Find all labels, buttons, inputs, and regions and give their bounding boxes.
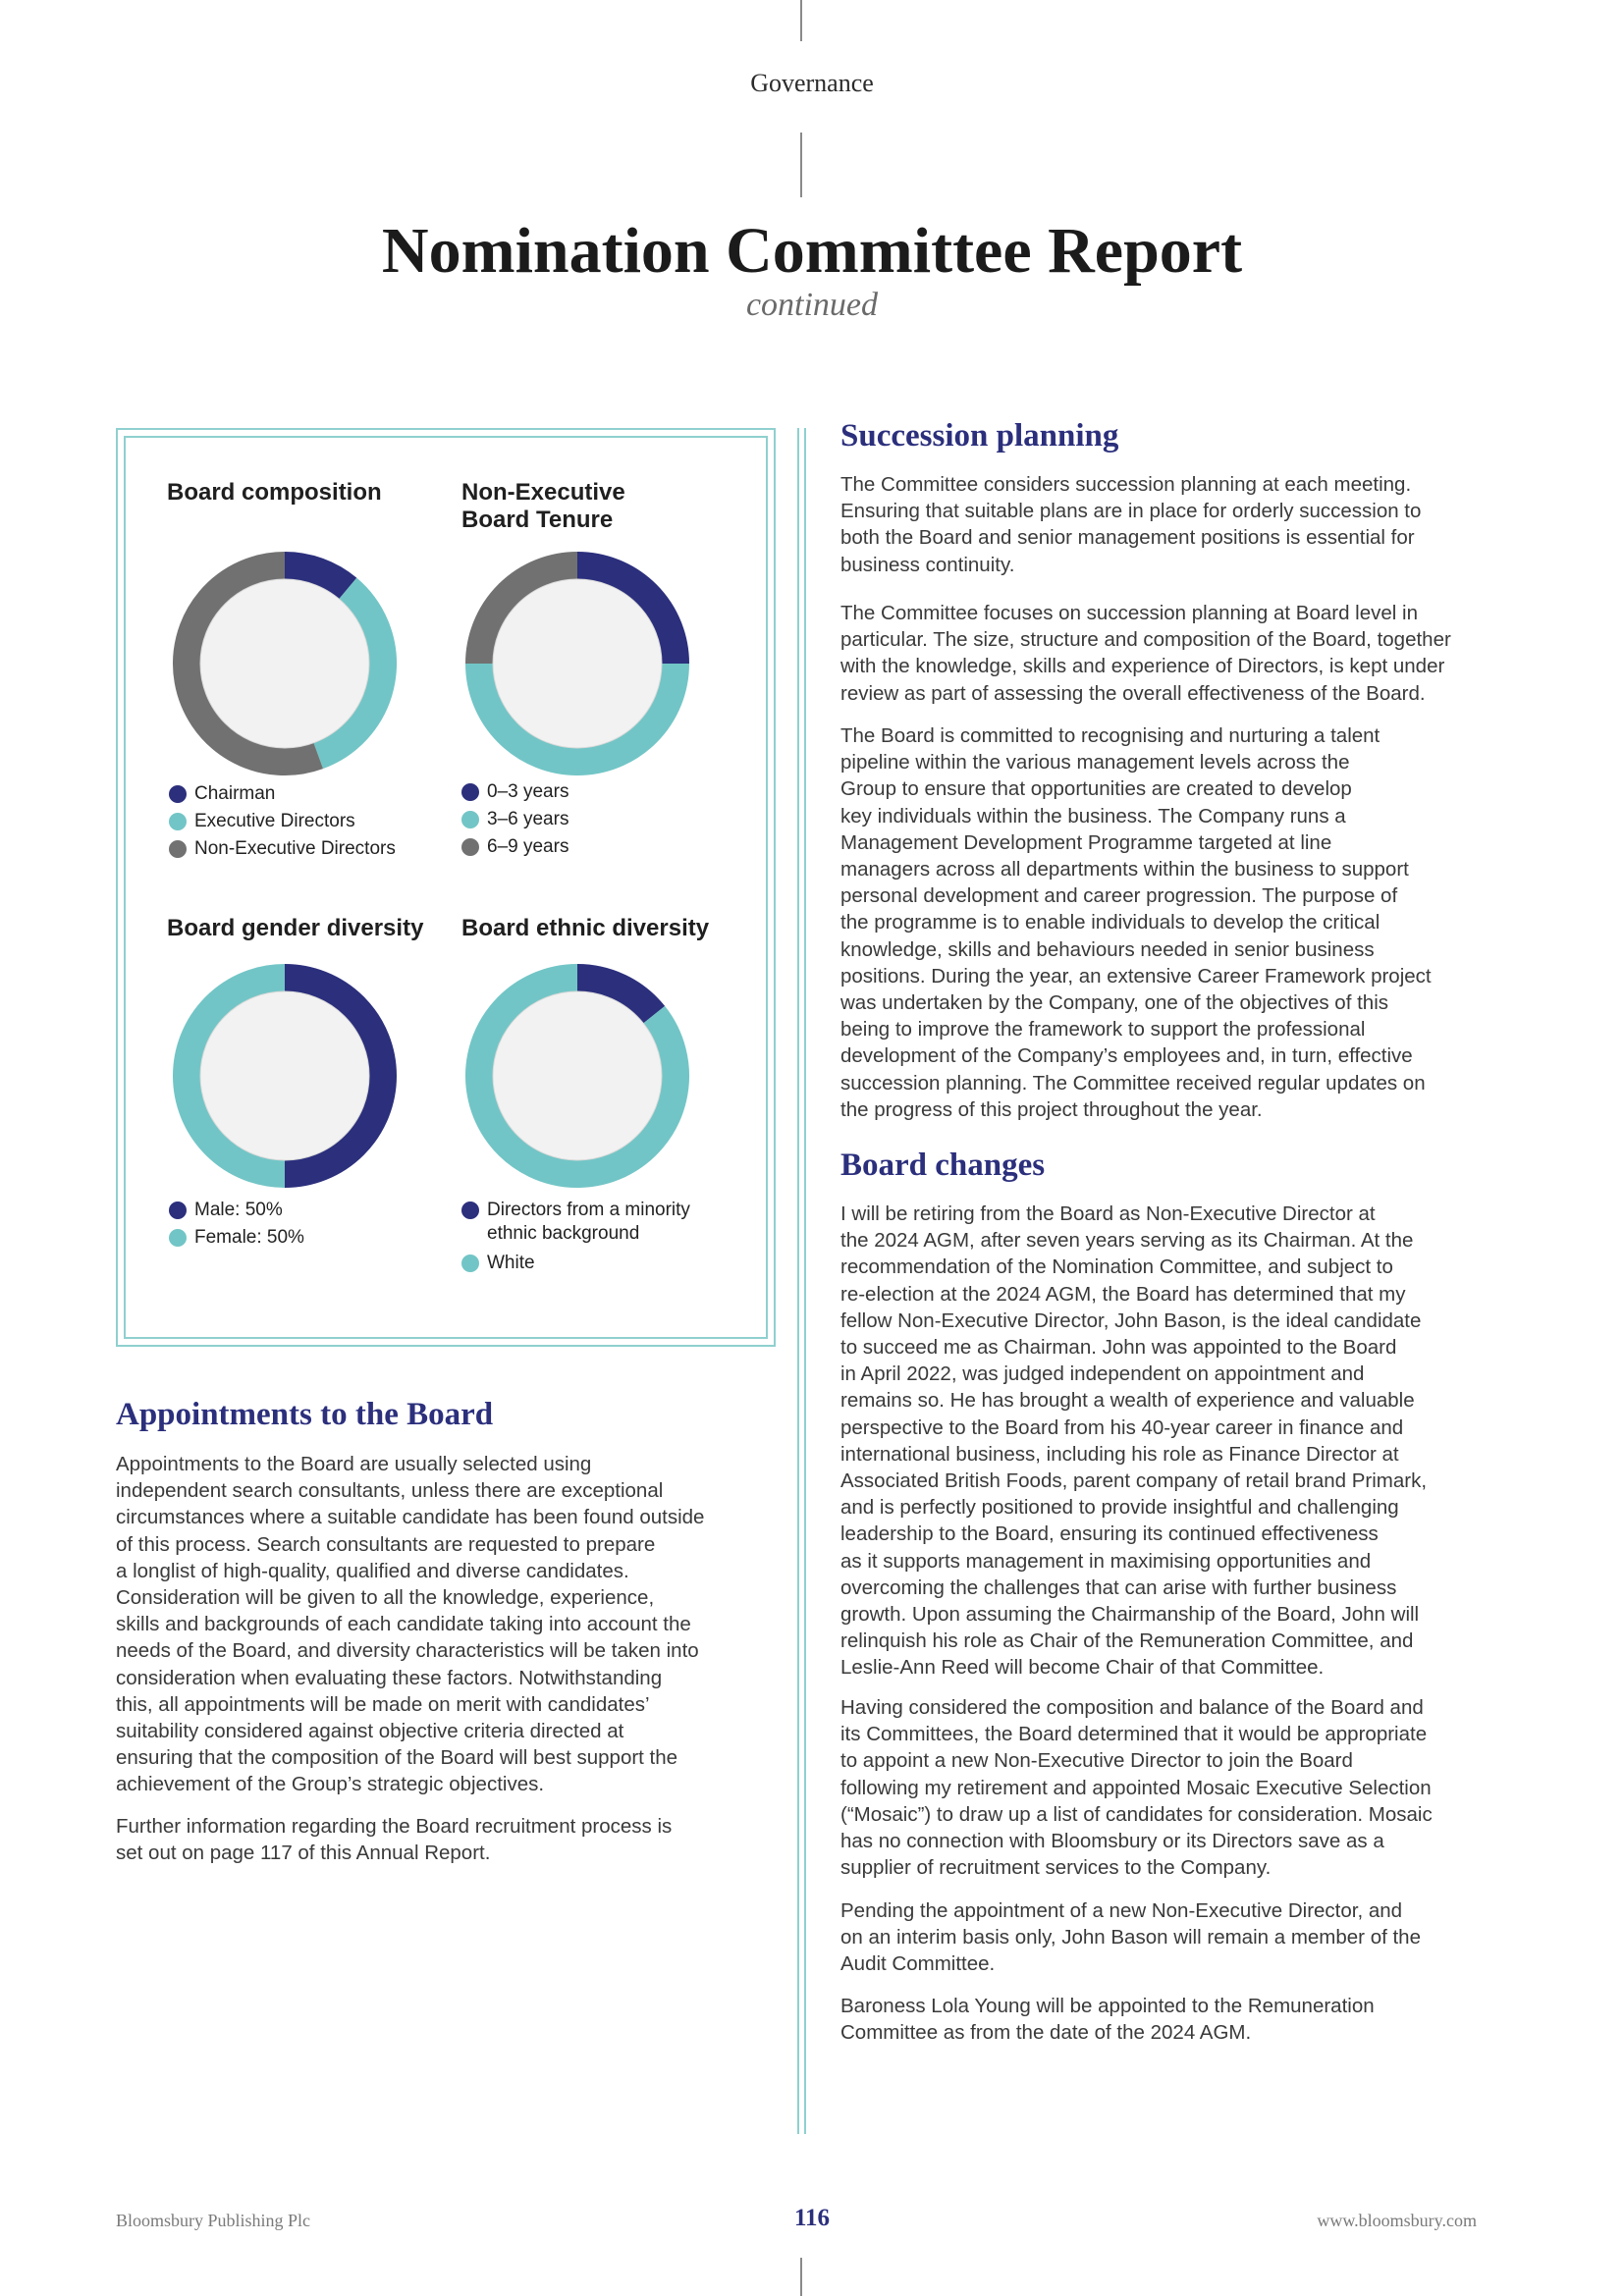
legend-dot (461, 811, 479, 828)
legend-item-white: White (461, 1250, 690, 1277)
legend-dot (461, 1255, 479, 1272)
board-changes-paragraph-2: Having considered the composition and balance of the Board and its Committees, the Board determined that it would be appropriate to appoint a new Non-Executive Director to join the Board following my retirement and appointed Mosaic Executive Selection (“Mosaic”) to draw up a list of candidates for consideration. Mosaic has no connection with Bloomsbury or its Directors save as a supplier of recruitment services to the Company. (840, 1696, 1433, 1880)
chart-title-gender-diversity: Board gender diversity (167, 915, 424, 941)
legend-dot (169, 1201, 187, 1219)
legend-item-0-3-years: 0–3 years (461, 778, 568, 806)
donut-chart-gender-diversity (167, 958, 403, 1194)
heading-appointments: Appointments to the Board (116, 1397, 494, 1432)
donut-chart-board-composition (167, 546, 403, 781)
board-changes-paragraph-4: Baroness Lola Young will be appointed to the Remuneration Committee as from the date of the 2024 AGM. (840, 1995, 1375, 2045)
page-title: Nomination Committee Report (381, 215, 1243, 287)
legend-dot (169, 813, 187, 830)
heading-succession-planning: Succession planning (840, 418, 1119, 454)
donut-hole (200, 991, 369, 1160)
chart-title-line: Non-Executive (461, 479, 625, 506)
succession-paragraph-3: The Board is committed to recognising and nurturing a talent pipeline within the various management levels across the Group to ensure that opportunities are created to develop key individuals within the business. The Company runs a Management Development Programme targeted at line managers across all departments within the business to support personal development and career progression. The purpose of the programme is to enable individuals to develop the critical knowledge, skills and behaviours needed in senior business positions. During the year, an extensive Career Framework project was undertaken by the Company, one of the objectives of this being to improve the framework to support the professional development of the Company’s employees and, in turn, effective succession planning. The Committee received regular updates on the progress of this project throughout the year. (840, 724, 1432, 1121)
legend-dot (169, 840, 187, 858)
section-label: Governance (750, 69, 874, 97)
legend-item-chairman: Chairman (169, 780, 396, 808)
donut-chart-ethnic-diversity (460, 958, 695, 1194)
chart-title-board-tenure (461, 479, 625, 534)
chart-title-board-composition: Board composition (167, 479, 382, 506)
column-rule-right (804, 428, 806, 2134)
appointments-paragraph-2: Further information regarding the Board recruitment process is set out on page 117 of this Annual Report. (116, 1815, 673, 1865)
legend-item-executive-directors: Executive Directors (169, 808, 396, 835)
legend-item-3-6-years: 3–6 years (461, 806, 568, 833)
succession-paragraph-1: The Committee considers succession planning at each meeting. Ensuring that suitable plans are in place for orderly succession to both the Board and senior management positions is essential for business continuity. (840, 473, 1422, 576)
legend-item-6-9-years: 6–9 years (461, 833, 568, 861)
page-subtitle: continued (745, 287, 879, 323)
legend-item-male: Male: 50% (169, 1197, 304, 1224)
donut-hole (493, 991, 662, 1160)
footer-website[interactable]: www.bloomsbury.com (1317, 2211, 1477, 2230)
legend-dot (461, 1201, 479, 1219)
donut-hole (200, 579, 369, 748)
bottom-rule (800, 2258, 802, 2296)
chart-title-line: Board Tenure (461, 507, 614, 533)
legend-gender-diversity (169, 1197, 304, 1252)
board-changes-paragraph-3: Pending the appointment of a new Non-Executive Director, and on an interim basis only, John Bason will remain a member of the Audit Committee. (840, 1899, 1421, 1976)
legend-item-non-executive-directors: Non-Executive Directors (169, 835, 396, 863)
chart-title-ethnic-diversity: Board ethnic diversity (461, 915, 710, 941)
footer-company: Bloomsbury Publishing Plc (116, 2211, 311, 2230)
succession-paragraph-2: The Committee focuses on succession planning at Board level in particular. The size, structure and composition of the Board, together with the knowledge, skills and experience of Directors, is kept under review as part of assessing the overall effectiveness of the Board. (840, 602, 1451, 705)
appointments-paragraph-1: Appointments to the Board are usually selected using independent search consultants, unless there are exceptional circumstances where a suitable candidate has been found outside of this process. Search consultants are requested to prepare a longlist of high-quality, qualified and diverse candidates. Consideration will be given to all the knowledge, experience, skills and backgrounds of each candidate taking into account the needs of the Board, and diversity characteristics will be taken into consideration when evaluating these factors. Notwithstanding this, all appointments will be made on merit with candidates’ suitability considered against objective criteria directed at ensuring that the composition of the Board will best support the achievement of the Group’s strategic objectives. (116, 1453, 705, 1796)
board-changes-paragraph-1: I will be retiring from the Board as Non-Executive Director at the 2024 AGM, after seven years serving as its Chairman. At the recommendation of the Nomination Committee, and subject to re-election at the 2024 AGM, the Board has determined that my fellow Non-Executive Director, John Bason, is the ideal candidate to succeed me as Chairman. John was appointed to the Board in April 2022, was judged independent on appointment and remains so. He has brought a wealth of experience and valuable perspective to the Board from his 40-year career in finance and international business, including his role as Finance Director at Associated British Foods, parent company of retail brand Primark, and is perfectly positioned to provide insightful and challenging leadership to the Board, ensuring its continued effectiveness as it supports management in maximising opportunities and overcoming the challenges that can arise with further business growth. Upon assuming the Chairmanship of the Board, John will relinquish his role as Chair of the Remuneration Committee, and Leslie-Ann Reed will become Chair of that Committee. (840, 1202, 1428, 1680)
donut-chart-board-tenure (460, 546, 695, 781)
legend-ethnic-diversity (461, 1197, 690, 1277)
legend-dot (461, 783, 479, 801)
header-rule (800, 133, 802, 197)
legend-item-female: Female: 50% (169, 1224, 304, 1252)
legend-dot (461, 838, 479, 856)
legend-board-tenure (461, 778, 568, 861)
donut-hole (493, 579, 662, 748)
column-rule-left (797, 428, 799, 2134)
legend-dot (169, 785, 187, 803)
legend-board-composition (169, 780, 396, 863)
page-number: 116 (793, 2205, 831, 2231)
heading-board-changes: Board changes (840, 1148, 1046, 1183)
legend-dot (169, 1229, 187, 1247)
top-rule (800, 0, 802, 41)
legend-item-minority-ethnic: Directors from a minority ethnic background (461, 1197, 690, 1246)
